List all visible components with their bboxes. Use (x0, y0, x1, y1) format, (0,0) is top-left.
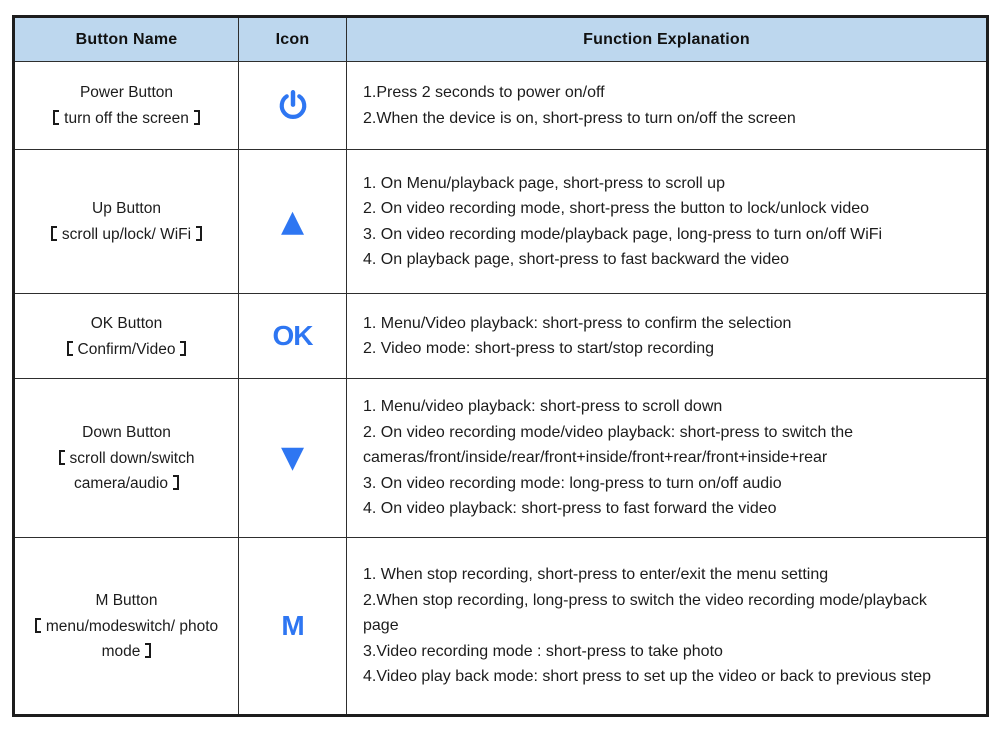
ok-icon: OK (272, 320, 313, 351)
button-subtitle (25, 337, 228, 362)
function-cell (347, 62, 988, 150)
m-icon: M (281, 610, 304, 641)
function-line: 4.Video play back mode: short press to set up the video or back to previous step (363, 668, 932, 686)
function-cell (347, 150, 988, 294)
button-name-cell (14, 379, 239, 538)
table-body (14, 62, 988, 716)
down-triangle-icon: ▼ (280, 440, 305, 475)
function-line: 4. On playback page, short-press to fast backward the video (363, 251, 790, 268)
table-row (14, 294, 988, 379)
table-row (14, 150, 988, 294)
button-subtitle-text: menu/modeswitch/ photo mode (45, 618, 219, 660)
bracket-open (67, 341, 73, 356)
button-name-cell (14, 294, 239, 379)
function-line: 2. On video recording mode, short-press the button to lock/unlock video (363, 200, 870, 217)
bracket-close (173, 475, 179, 490)
bracket-close (194, 110, 200, 125)
button-subtitle-text: turn off the screen (64, 110, 189, 127)
button-name-cell (14, 150, 239, 294)
function-line: 1. Menu/Video playback: short-press to confirm the selection (363, 314, 792, 332)
button-name: Up Button (92, 200, 161, 217)
power-icon (277, 89, 309, 123)
up-triangle-icon: ▲ (280, 203, 305, 239)
button-subtitle-text: scroll down/switch camera/audio (69, 450, 195, 492)
button-name-cell (14, 62, 239, 150)
function-line: 1. When stop recording, short-press to enter/exit the menu setting (363, 566, 829, 584)
function-line: 2. Video mode: short-press to start/stop recording (363, 340, 714, 357)
bracket-close (145, 643, 151, 658)
function-line: 1. On Menu/playback page, short-press to scroll up (363, 174, 725, 192)
header-icon: Icon (239, 17, 347, 62)
function-line: 2.When stop recording, long-press to switch the video recording mode/playback page (363, 591, 927, 635)
function-line: 3.Video recording mode : short-press to take photo (363, 642, 723, 660)
function-line: 1. Menu/video playback: short-press to scroll down (363, 398, 723, 416)
icon-cell (239, 294, 347, 379)
function-cell (347, 294, 988, 379)
bracket-open (53, 110, 59, 125)
button-name: OK Button (90, 314, 163, 332)
bracket-close (196, 226, 202, 241)
table-row (14, 538, 988, 716)
button-subtitle (25, 446, 228, 496)
button-name: Power Button (79, 84, 174, 101)
bracket-open (35, 618, 41, 633)
button-subtitle (25, 614, 228, 664)
icon-cell (239, 538, 347, 716)
button-name: M Button (95, 592, 158, 609)
button-subtitle (25, 106, 228, 131)
function-line: 2. On video recording mode/video playback: short-press to switch the cameras/front/inside/rear/front+inside/front+rear/front+inside+rear (363, 423, 854, 467)
function-line: 3. On video recording mode/playback page, long-press to turn on/off WiFi (363, 225, 883, 243)
bracket-open (59, 450, 65, 465)
function-line: 4. On video playback: short-press to fast forward the video (363, 500, 777, 518)
function-line: 1.Press 2 seconds to power on/off (363, 84, 605, 101)
button-name-cell (14, 538, 239, 716)
function-line: 2.When the device is on, short-press to turn on/off the screen (363, 109, 796, 127)
button-subtitle-text: scroll up/lock/ WiFi (61, 226, 192, 243)
header-button-name: Button Name (14, 17, 239, 62)
button-subtitle (25, 222, 228, 247)
icon-cell (239, 62, 347, 150)
bracket-close (180, 341, 186, 356)
button-subtitle-text: Confirm/Video (77, 340, 176, 358)
function-cell (347, 538, 988, 716)
button-function-table (12, 15, 989, 717)
table-row (14, 62, 988, 150)
header-function-explanation: Function Explanation (347, 17, 988, 62)
function-line: 3. On video recording mode: long-press to turn on/off audio (363, 474, 782, 492)
icon-cell (239, 150, 347, 294)
bracket-open (51, 226, 57, 241)
button-name: Down Button (82, 424, 171, 441)
icon-cell (239, 379, 347, 538)
header-row (14, 17, 988, 62)
table-row (14, 379, 988, 538)
function-cell (347, 379, 988, 538)
